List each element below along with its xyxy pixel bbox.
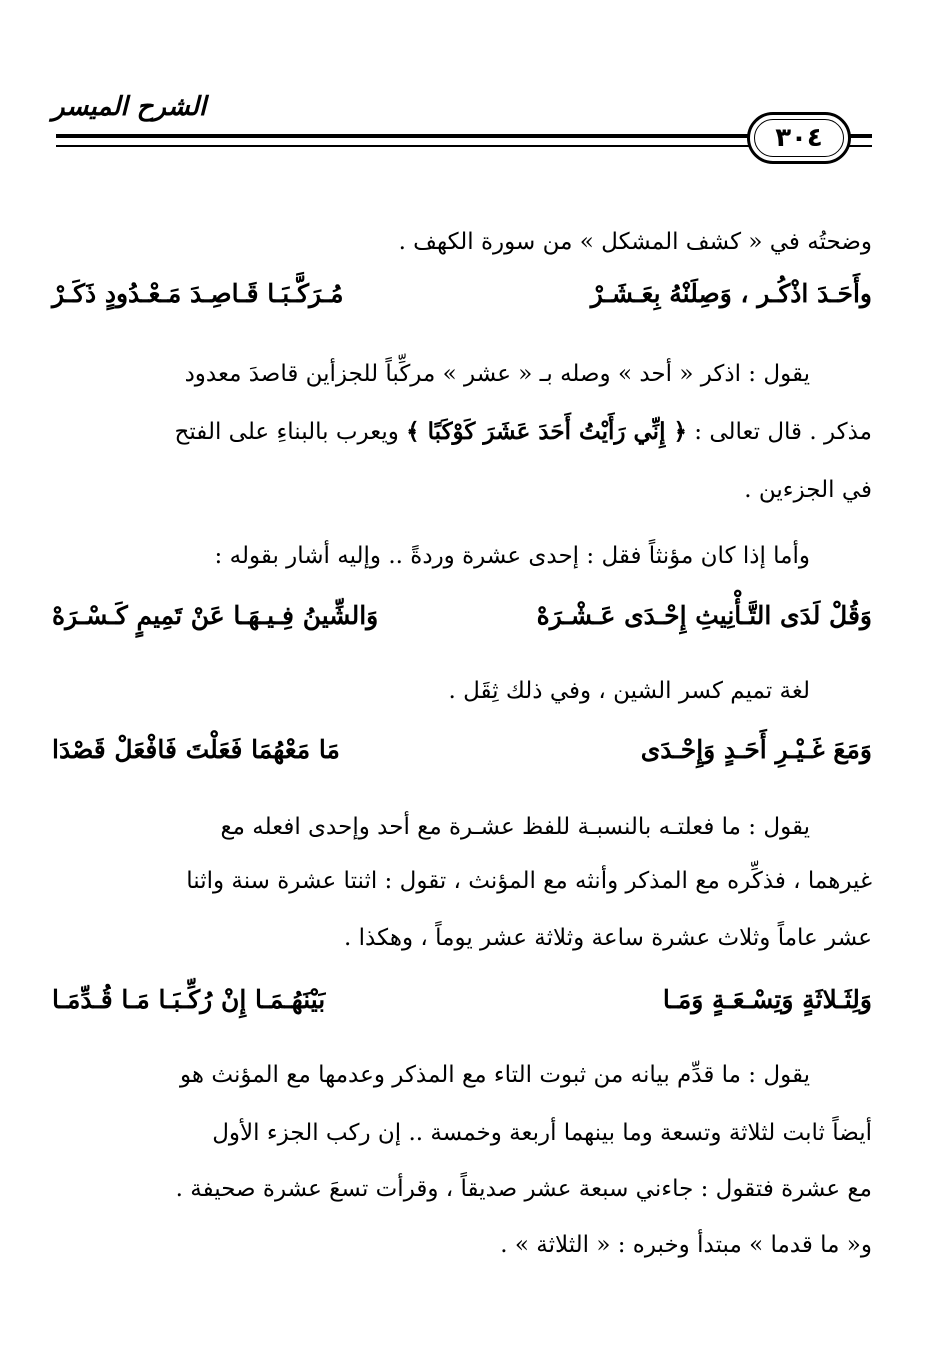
quran-verse: ﴿ إِنِّي رَأَيْتُ أَحَدَ عَشَرَ كَوْكَبًا ﴾ <box>406 418 687 445</box>
text-line-7: يقول : ما فعلتـه بالنسبـة للفظ عشـرة مع أحد وإحدى افعله مع <box>220 814 810 840</box>
text-line-1: وضحتُه في « كشف المشكل » من سورة الكهف . <box>398 229 872 255</box>
page-number: ٣٠٤ <box>775 123 823 153</box>
text-line-3-end: ويعرب بالبناءِ على الفتح <box>174 419 407 445</box>
verse-1-second-hemistich: مُـرَكَّـبَـا قَـاصِـدَ مَـعْـدُودٍ ذَكَـرْ <box>52 279 344 308</box>
text-line-6: لغة تميم كسر الشين ، وفي ذلك ثِقَل . <box>448 678 810 704</box>
verse-4 <box>52 980 872 1020</box>
text-line-10: يقول : ما قدِّم بيانه من ثبوت التاء مع المذكر وعدمها مع المؤنث هو <box>180 1062 810 1088</box>
text-line-8: غيرهما ، فذكِّره مع المذكر وأنثه مع المؤنث ، تقول : اثنتا عشرة سنة واثنا <box>186 868 872 894</box>
page-number-frame <box>747 112 851 164</box>
text-line-4: في الجزءين . <box>744 477 872 503</box>
verse-2 <box>52 596 872 636</box>
text-line-13: و« ما قدما » مبتدأ وخبره : « الثلاثة » . <box>500 1232 872 1258</box>
text-line-5: وأما إذا كان مؤنثاً فقل : إحدى عشرة وردةً .. وإليه أشار بقوله : <box>214 543 810 569</box>
text-line-3-start: مذكر . قال تعالى : <box>686 419 872 445</box>
verse-4-second-hemistich: بَيْنَهُـمَـا إِنْ رُكِّـبَـا مَـا قُـدِّمَـا <box>52 985 326 1014</box>
text-line-2: يقول : اذكر « أحد » وصله بـ « عشر » مركِّباً للجزأين قاصدَ معدود <box>184 361 810 387</box>
verse-3 <box>52 730 872 770</box>
text-line-11: أيضاً ثابت لثلاثة وتسعة وما بينهما أربعة وخمسة .. إن ركب الجزء الأول <box>212 1120 872 1146</box>
verse-2-first-hemistich: وَقُلْ لَدَى التَّـأْنِيثِ إِحْـدَى عَـشْـرَهْ <box>536 601 872 630</box>
text-line-3 <box>52 417 872 447</box>
text-line-12: مع عشرة فتقول : جاءني سبعة عشر صديقاً ، وقرأت تسعَ عشرة صحيفة . <box>175 1176 872 1202</box>
verse-1-first-hemistich: وأَحَـدَ اذْكُـر ، وَصِلَنْهُ بِعَـشَـرْ <box>590 279 872 308</box>
verse-4-first-hemistich: وَلِثَـلاثَةٍ وَتِسْـعَـةٍ وَمَـا <box>662 985 872 1014</box>
text-line-9: عشر عاماً وثلاث عشرة ساعة وثلاثة عشر يوماً ، وهكذا . <box>344 925 872 951</box>
verse-1 <box>52 274 872 314</box>
running-title: الشرح الميسر <box>52 92 207 122</box>
verse-3-first-hemistich: وَمَعَ غَـيْـرِ أَحَـدٍ وَإِحْـدَى <box>640 735 872 764</box>
verse-3-second-hemistich: مَا مَعْهُمَا فَعَلْتَ فَافْعَلْ قَصْدَا <box>52 735 340 764</box>
verse-2-second-hemistich: وَالشِّينُ فِـيـهَـا عَنْ تَمِيمٍ كَـسْـرَهْ <box>52 601 379 630</box>
